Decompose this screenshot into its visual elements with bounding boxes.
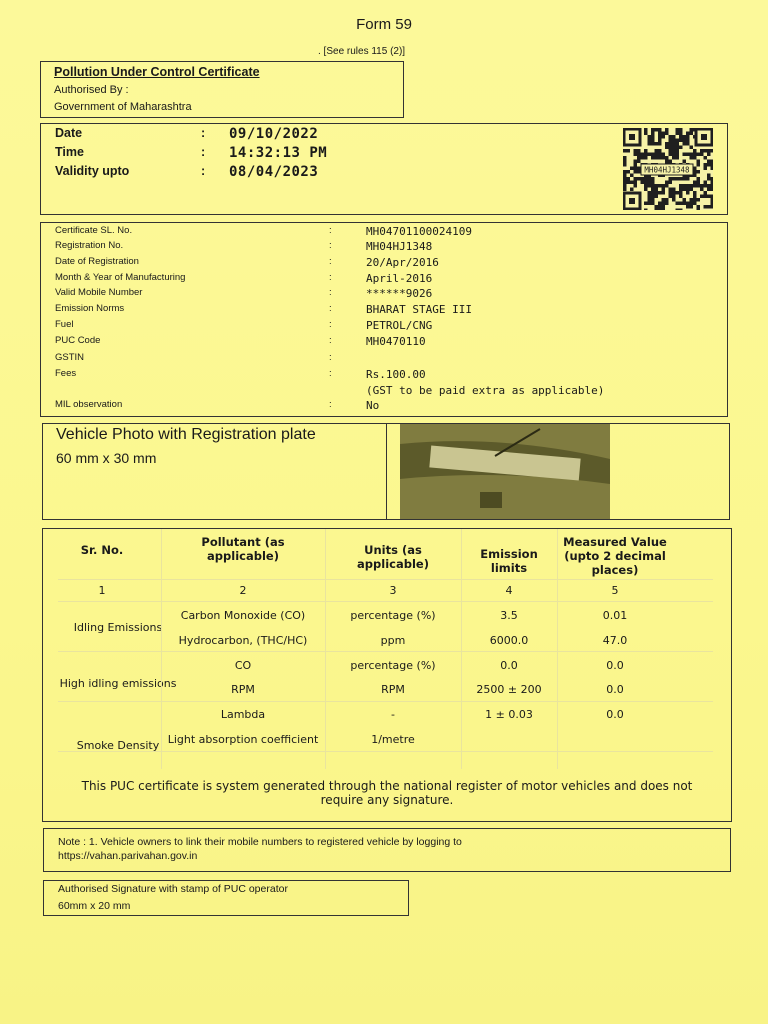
grid-line bbox=[58, 751, 713, 752]
note-url: https://vahan.parivahan.gov.in bbox=[58, 850, 198, 862]
authorised-by: Authorised By : bbox=[54, 84, 129, 96]
limit-cell: 2500 ± 200 bbox=[476, 683, 542, 696]
detail-value: BHARAT STAGE III bbox=[366, 303, 472, 316]
grid-line bbox=[325, 529, 326, 769]
column-number: 5 bbox=[611, 584, 619, 597]
detail-row bbox=[41, 335, 727, 349]
unit-cell: ppm bbox=[380, 634, 406, 647]
detail-value-note: (GST to be paid extra as applicable) bbox=[366, 384, 605, 397]
unit-cell: percentage (%) bbox=[350, 659, 436, 672]
qr-plate-text: MH04HJ1348 bbox=[644, 165, 690, 175]
group-label: Smoke Density bbox=[76, 739, 160, 752]
detail-label: MIL observation bbox=[55, 399, 123, 410]
grid-line bbox=[461, 529, 462, 769]
detail-label: GSTIN bbox=[55, 352, 85, 363]
photo-size: 60 mm x 30 mm bbox=[56, 450, 157, 466]
pollutant-cell: Lambda bbox=[220, 708, 266, 721]
pollutant-cell: Hydrocarbon, (THC/HC) bbox=[178, 634, 308, 647]
column-header: Emission limits bbox=[480, 547, 538, 575]
unit-cell: - bbox=[391, 708, 395, 721]
colon: : bbox=[329, 225, 332, 236]
date-label: Date bbox=[55, 126, 83, 140]
detail-label: PUC Code bbox=[55, 335, 101, 346]
detail-row bbox=[41, 303, 727, 317]
vehicle-photo-box bbox=[42, 423, 730, 520]
detail-label: Registration No. bbox=[55, 240, 124, 251]
vehicle-details-box bbox=[40, 222, 728, 417]
grid-line bbox=[58, 651, 713, 652]
colon: : bbox=[329, 368, 332, 379]
detail-label: Certificate SL. No. bbox=[55, 225, 133, 236]
date-box bbox=[40, 123, 728, 215]
certificate-title: Pollution Under Control Certificate bbox=[54, 65, 260, 79]
colon: : bbox=[329, 240, 332, 251]
group-label: Idling Emissions bbox=[73, 621, 163, 634]
group-label: High idling emissions bbox=[59, 677, 177, 690]
government-name: Government of Maharashtra bbox=[54, 101, 192, 113]
detail-value: PETROL/CNG bbox=[366, 319, 433, 332]
detail-row bbox=[41, 319, 727, 333]
colon: : bbox=[329, 352, 332, 363]
measured-cell: 0.01 bbox=[602, 609, 628, 622]
measured-cell: 0.0 bbox=[606, 683, 624, 696]
measured-cell: 0.0 bbox=[606, 708, 624, 721]
detail-row bbox=[41, 352, 727, 366]
detail-row bbox=[41, 225, 727, 239]
unit-cell: 1/metre bbox=[371, 733, 415, 746]
rules-reference: . [See rules 115 (2)] bbox=[318, 46, 406, 57]
photo-caption: Vehicle Photo with Registration plate bbox=[56, 426, 316, 443]
detail-value: No bbox=[366, 399, 380, 412]
colon: : bbox=[329, 256, 332, 267]
detail-value: Rs.100.00 bbox=[366, 368, 426, 381]
column-number: 1 bbox=[98, 584, 106, 597]
pollutant-cell: Light absorption coefficient bbox=[167, 733, 319, 746]
colon: : bbox=[201, 164, 206, 178]
detail-row bbox=[41, 399, 727, 413]
measured-cell: 0.0 bbox=[606, 659, 624, 672]
unit-cell: percentage (%) bbox=[350, 609, 436, 622]
colon: : bbox=[329, 287, 332, 298]
grid-line bbox=[58, 601, 713, 602]
vehicle-photo bbox=[400, 424, 610, 519]
detail-value: MH04HJ1348 bbox=[366, 240, 433, 253]
column-number: 2 bbox=[239, 584, 247, 597]
detail-value: MH04701100024109 bbox=[366, 225, 472, 238]
colon: : bbox=[329, 335, 332, 346]
colon: : bbox=[329, 303, 332, 314]
colon: : bbox=[201, 126, 206, 140]
detail-label: Month & Year of Manufacturing bbox=[55, 272, 186, 283]
time-label: Time bbox=[55, 145, 84, 159]
colon: : bbox=[201, 145, 206, 159]
column-header: Pollutant (as applicable) bbox=[201, 535, 285, 563]
pollutant-cell: CO bbox=[234, 659, 252, 672]
detail-label: Fuel bbox=[55, 319, 74, 330]
grid-line bbox=[161, 529, 162, 769]
emissions-table bbox=[42, 528, 732, 822]
detail-value: ******9026 bbox=[366, 287, 433, 300]
detail-label: Emission Norms bbox=[55, 303, 125, 314]
pollutant-cell: Carbon Monoxide (CO) bbox=[180, 609, 306, 622]
pollutant-cell: RPM bbox=[231, 683, 255, 696]
form-title: Form 59 bbox=[356, 16, 412, 33]
footer-note: This PUC certificate is system generated through the national register of motor vehicles and does not require any signature. bbox=[81, 779, 693, 807]
time-value: 14:32:13 PM bbox=[229, 145, 328, 161]
colon: : bbox=[329, 272, 332, 283]
grid-line bbox=[58, 579, 713, 580]
limit-cell: 3.5 bbox=[500, 609, 518, 622]
signature-box bbox=[43, 880, 409, 916]
detail-row bbox=[41, 272, 727, 286]
detail-value: MH0470110 bbox=[366, 335, 426, 348]
column-number: 4 bbox=[505, 584, 513, 597]
detail-value: 20/Apr/2016 bbox=[366, 256, 439, 269]
detail-label: Date of Registration bbox=[55, 256, 139, 267]
column-header: Sr. No. bbox=[80, 543, 124, 557]
column-header: Measured Value (upto 2 decimal places) bbox=[563, 535, 667, 577]
detail-row bbox=[41, 368, 727, 397]
limit-cell: 6000.0 bbox=[489, 634, 529, 647]
divider bbox=[386, 424, 387, 519]
validity-value: 08/04/2023 bbox=[229, 164, 319, 180]
date-value: 09/10/2022 bbox=[229, 126, 319, 142]
detail-row bbox=[41, 240, 727, 254]
measured-cell: 47.0 bbox=[602, 634, 628, 647]
note-line-1: Note : 1. Vehicle owners to link their mobile numbers to registered vehicle by logging to bbox=[58, 836, 462, 848]
limit-cell: 1 ± 0.03 bbox=[485, 708, 533, 721]
detail-row bbox=[41, 287, 727, 301]
colon: : bbox=[329, 399, 332, 410]
signature-size: 60mm x 20 mm bbox=[58, 900, 131, 912]
colon: : bbox=[329, 319, 332, 330]
column-header: Units (as applicable) bbox=[357, 543, 429, 571]
certificate-header-box bbox=[40, 61, 404, 118]
detail-label: Fees bbox=[55, 368, 77, 379]
grid-line bbox=[557, 529, 558, 769]
signature-label: Authorised Signature with stamp of PUC operator bbox=[58, 883, 288, 895]
column-number: 3 bbox=[389, 584, 397, 597]
unit-cell: RPM bbox=[381, 683, 405, 696]
detail-value: April-2016 bbox=[366, 272, 433, 285]
detail-label: Valid Mobile Number bbox=[55, 287, 143, 298]
grid-line bbox=[58, 701, 713, 702]
validity-label: Validity upto bbox=[55, 164, 130, 178]
detail-row bbox=[41, 256, 727, 270]
qr-code-icon bbox=[623, 128, 713, 210]
limit-cell: 0.0 bbox=[500, 659, 518, 672]
note-box bbox=[43, 828, 731, 872]
